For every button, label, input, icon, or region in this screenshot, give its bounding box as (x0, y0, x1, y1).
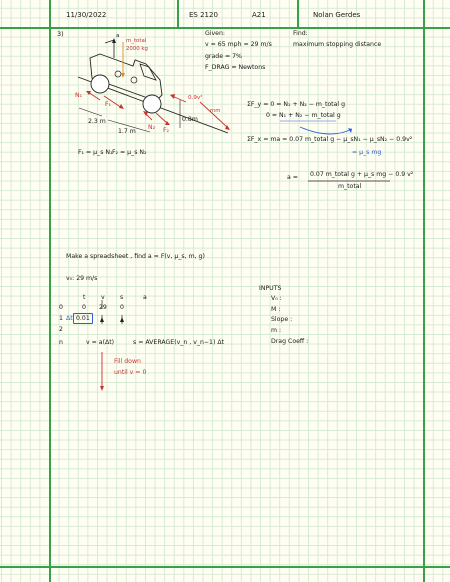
given-line-3: F_DRAG = Newtons (205, 64, 266, 71)
fill-note-1: Fill down (114, 358, 141, 365)
accel-label: a (116, 33, 120, 39)
input-slope: Slope : (271, 316, 293, 323)
f1-label: F₁ (105, 101, 112, 108)
fill-note-2: until v = 0 (114, 369, 147, 376)
given-line-1: v = 65 mph = 29 m/s (205, 41, 272, 48)
v-formula: v = a(Δt) (86, 339, 115, 346)
accel-denominator: m_total (338, 183, 362, 190)
sum-fy-2: 0 = N₁ + N₂ − m_total g (266, 112, 341, 119)
find-line: maximum stopping distance (293, 41, 382, 48)
row0-v: 29 (99, 304, 107, 311)
spreadsheet-intro: Make a spreadsheet , find a = F(v, μ_s, m, g) (66, 253, 205, 260)
col-s: s (120, 294, 124, 301)
dt-value-cell: 0.01 (73, 313, 93, 324)
weight-label: m_total (126, 38, 147, 44)
blue-link-curve (300, 127, 352, 134)
mu-mg: = μ_s mg (352, 149, 382, 156)
drag-label: 0.9v² (188, 95, 203, 101)
row-label-1: 1 (59, 315, 63, 322)
row0-s: 0 (120, 304, 124, 311)
input-mu: m : (271, 327, 282, 334)
s-formula: s = AVERAGE(v_n , v_n−1) Δt (133, 339, 225, 346)
rear-wheel (91, 75, 109, 93)
col-t: t (83, 294, 86, 301)
dim-17-label: 1.7 m (118, 128, 136, 135)
sum-fx: ΣF_x = ma = 0.07 m_total g − μ_sN₁ − μ_sN₂ − 0.9v² (247, 136, 413, 143)
wind-label: mm (210, 108, 221, 114)
row0-t: 0 (82, 304, 86, 311)
f2-label: F₂ (163, 127, 170, 134)
truck-window (140, 64, 156, 80)
header-date: 11/30/2022 (66, 11, 107, 19)
col-v: v (101, 294, 105, 301)
given-title: Given: (205, 30, 225, 37)
inputs-title: INPUTS (259, 285, 282, 292)
n1-label: N₁ (75, 92, 83, 99)
accel-eq-lhs: a = (287, 174, 298, 181)
friction-f2: F₂ = μ_s N₂ (112, 149, 147, 156)
col-a: a (143, 294, 147, 301)
row-label-2: 2 (59, 326, 63, 333)
input-drag-coeff: Drag Coeff : (271, 338, 309, 345)
row-label-n: n (59, 339, 63, 346)
center-of-mass-1 (115, 71, 121, 77)
find-title: Find: (293, 30, 308, 37)
n2-label: N₂ (148, 124, 156, 131)
sum-fy-1: ΣF_y = 0 = N₁ + N₂ − m_total g (247, 101, 346, 108)
header-name: Nolan Gerdes (313, 11, 361, 19)
input-mass: M : (271, 306, 281, 313)
input-v0: V₀ : (271, 295, 282, 302)
dt-label: Δt (66, 315, 73, 322)
dim-08-label: 0.8m (182, 116, 198, 123)
problem-number: 3) (57, 30, 64, 38)
f2-arrow (156, 113, 168, 124)
center-of-mass-2 (131, 77, 137, 83)
row-label-0: 0 (59, 304, 63, 311)
accel-numerator: 0.07 m_total g + μ_s mg − 0.9 v² (310, 171, 414, 178)
given-line-2: grade = 7% (205, 53, 242, 60)
front-wheel (143, 95, 161, 113)
header-course: ES 2120 (189, 11, 218, 19)
header-section: A21 (252, 11, 266, 19)
dim-23-label: 2.3 m (88, 118, 106, 125)
mass-label: 2000 kg (126, 46, 148, 52)
friction-f1: F₁ = μ_s N₁ (78, 149, 113, 156)
initial-velocity: v₀: 29 m/s (66, 275, 98, 282)
